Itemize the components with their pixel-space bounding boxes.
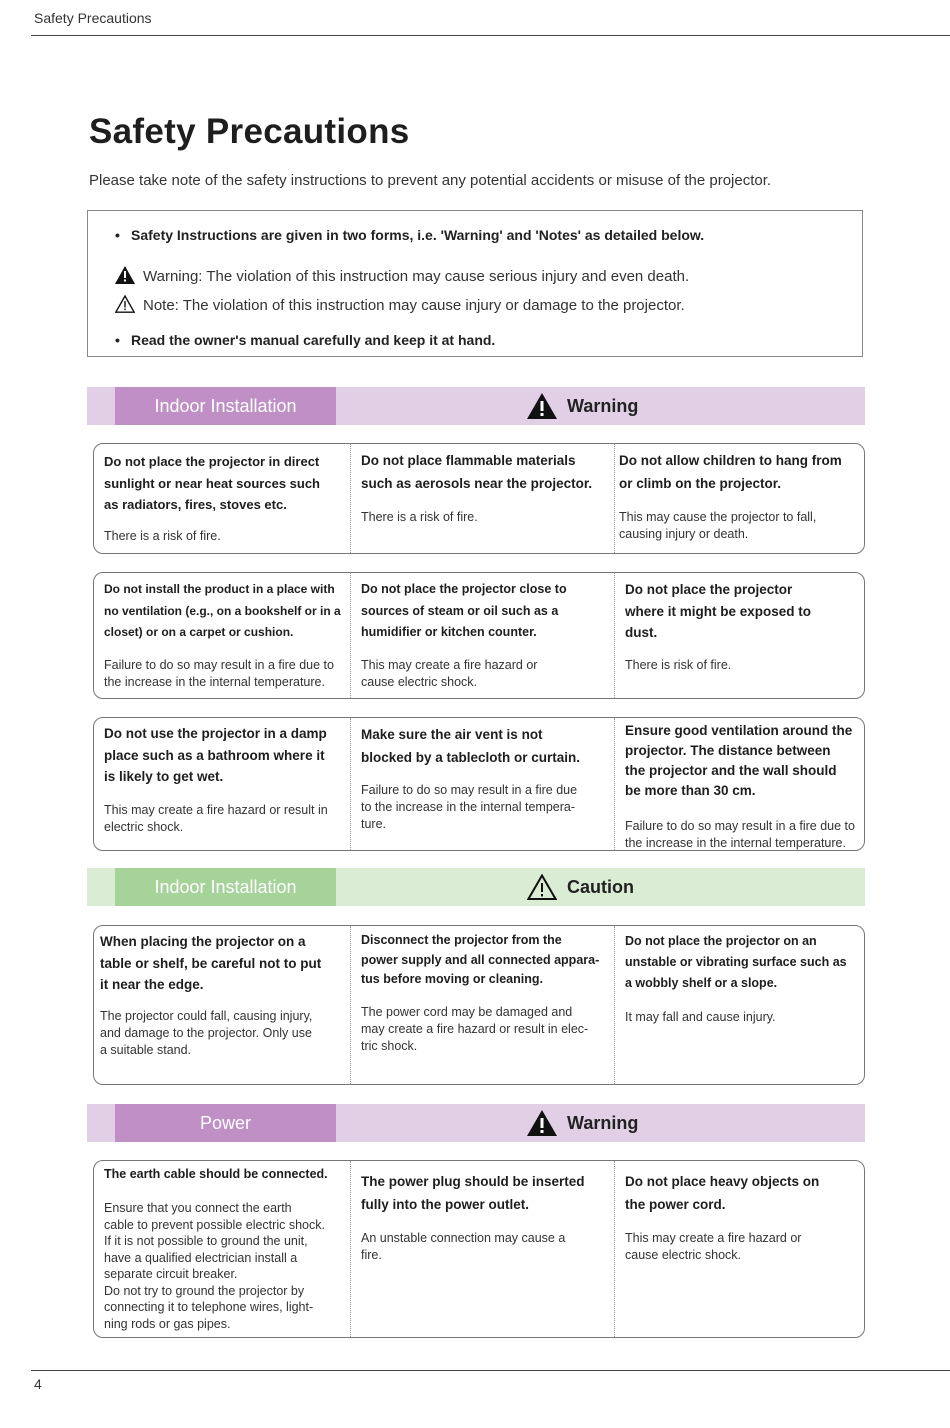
info-note [115,295,685,316]
precaution-cell [350,718,614,850]
section-bar-indoor-caution [87,868,865,906]
precaution-cell [350,1161,614,1337]
precaution-cell [94,718,350,850]
caution-outline-icon [115,295,143,316]
section-bar-power-warning [87,1104,865,1142]
precaution-heading: Make sure the air vent is not blocked by a tablecloth or curtain. [361,727,581,765]
precaution-detail: There is a risk of fire. [361,510,478,524]
section-kind [527,1104,638,1142]
info-bullet-2 [115,332,495,348]
precaution-heading: Do not place the projector close to sources of steam or oil such as a humidifier or kitchen counter. [361,582,567,639]
precaution-cell [614,573,864,698]
warning-filled-icon [115,266,143,287]
precaution-cell [94,444,350,553]
precaution-detail: Failure to do so may result in a fire due to the increase in the internal temperature. [625,819,855,850]
precaution-cell [614,1161,864,1337]
section-kind [527,868,634,906]
precaution-detail: This may create a fire hazard or result in electric shock. [104,803,328,834]
precaution-row [93,717,865,851]
precaution-detail: Failure to do so may result in a fire due to the increase in the internal tempera- ture. [361,783,578,831]
precaution-heading: Do not place the projector on an unstable or vibrating surface such as a wobbly shelf or a slope. [625,934,847,990]
precaution-cell [614,718,864,850]
info-line-4: Read the owner's manual carefully and keep it at hand. [131,332,496,348]
precaution-cell [614,926,864,1084]
page-title: Safety Precautions [89,112,410,151]
precaution-row [93,925,865,1085]
precaution-detail: This may create a fire hazard or cause electric shock. [625,1231,802,1262]
info-warning [115,266,689,287]
info-note-text: Note: The violation of this instruction may cause injury or damage to the projector. [143,297,685,314]
precaution-cell [614,444,864,553]
precaution-heading: Do not allow children to hang from or climb on the projector. [619,453,842,491]
precaution-heading: Do not place heavy objects on the power cord. [625,1174,820,1212]
section-label: Indoor Installation [115,387,336,425]
precaution-detail: It may fall and cause injury. [625,1010,776,1024]
precaution-row [93,443,865,554]
precaution-heading: Do not place the projector where it might be exposed to dust. [625,582,812,640]
caution-outline-icon [527,874,557,900]
precaution-heading: Do not use the projector in a damp place such as a bathroom where it is likely to get wet. [104,726,327,784]
precaution-row [93,1160,865,1338]
precaution-detail: There is a risk of fire. [104,529,221,543]
precaution-detail: The projector could fall, causing injury, and damage to the projector. Only use a suitable stand. [100,1009,313,1057]
precaution-detail: Ensure that you connect the earth cable to prevent possible electric shock. If it is not possible to ground the unit, have a qualified electrician install a separate circuit breaker. Do not try to ground the projector by connecting it to telephone wires, light- ning rods or gas pipes. [104,1201,325,1331]
precaution-heading: Ensure good ventilation around the projector. The distance between the projector and the wall should be more than 30 cm. [625,723,853,798]
section-kind [527,387,638,425]
precaution-heading: Disconnect the projector from the power supply and all connected appara- tus before moving or cleaning. [361,933,600,986]
info-line-1: Safety Instructions are given in two forms, i.e. 'Warning' and 'Notes' as detailed below. [131,227,705,243]
precaution-cell [350,573,614,698]
precaution-heading: Do not install the product in a place with no ventilation (e.g., on a bookshelf or in a closet) or on a carpet or cushion. [104,582,341,639]
precaution-detail: Failure to do so may result in a fire due to the increase in the internal temperature. [104,658,334,689]
precaution-heading: Do not place flammable materials such as aerosols near the projector. [361,453,593,491]
precaution-cell [350,926,614,1084]
info-box [87,210,863,357]
precaution-row [93,572,865,699]
section-label: Indoor Installation [115,868,336,906]
warning-filled-icon [527,393,557,419]
precaution-heading: Do not place the projector in direct sunlight or near heat sources such as radiators, fires, stoves etc. [104,454,320,512]
section-kind-label: Caution [567,876,634,897]
precaution-heading: The earth cable should be connected. [104,1167,328,1181]
info-warning-text: Warning: The violation of this instruction may cause serious injury and even death. [143,268,690,285]
intro-text: Please take note of the safety instructions to prevent any potential accidents or misuse of the projector. [89,172,772,189]
precaution-heading: The power plug should be inserted fully into the power outlet. [361,1174,585,1212]
precaution-cell [94,926,350,1084]
info-bullet-1 [115,227,704,243]
top-rule [31,35,950,36]
running-header: Safety Precautions [34,10,152,26]
section-label: Power [115,1104,336,1142]
precaution-detail: This may create a fire hazard or cause electric shock. [361,658,538,689]
precaution-cell [94,573,350,698]
precaution-detail: This may cause the projector to fall, causing injury or death. [619,510,817,541]
page-number: 4 [34,1376,42,1392]
precaution-cell [350,444,614,553]
precaution-detail: There is risk of fire. [625,658,732,672]
section-kind-label: Warning [567,1112,639,1133]
warning-filled-icon [527,1110,557,1136]
precaution-detail: The power cord may be damaged and may create a fire hazard or result in elec- tric shock. [361,1005,589,1053]
precaution-heading: When placing the projector on a table or shelf, be careful not to put it near the edge. [100,934,322,992]
section-bar-indoor-warning [87,387,865,425]
bullet-icon: • [115,332,120,348]
precaution-detail: An unstable connection may cause a fire. [361,1231,566,1262]
precaution-cell [94,1161,350,1337]
bullet-icon: • [115,227,120,243]
section-kind-label: Warning [567,395,639,416]
bottom-rule [31,1370,950,1371]
